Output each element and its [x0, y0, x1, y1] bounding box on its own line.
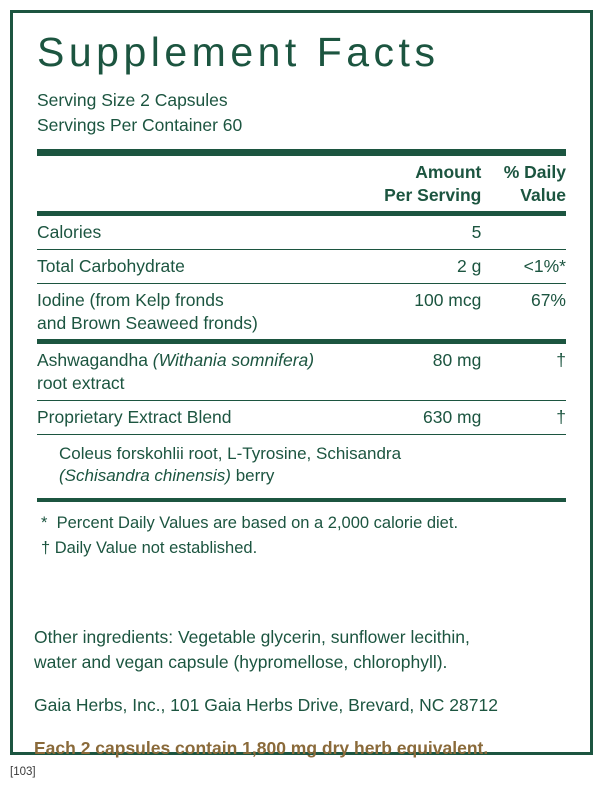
other-ingredients [34, 625, 574, 675]
row-amount: 80 mg [344, 342, 482, 401]
row-name [37, 283, 344, 342]
table-header-row [37, 156, 566, 214]
row-daily-value: † [481, 342, 566, 401]
blend-detail-line1: Coleus forskohlii root, L-Tyrosine, Schisandra [59, 443, 402, 463]
nutrition-table [37, 156, 566, 434]
page-title: Supplement Facts [37, 29, 440, 75]
table-row [37, 342, 566, 401]
row-daily-value: <1%* [481, 250, 566, 284]
dry-herb-equivalent-note: Each 2 capsules contain 1,800 mg dry herb equivalent. [34, 737, 489, 758]
blend-ingredient-detail [37, 435, 566, 499]
header-dv-line2: Value [520, 184, 566, 205]
other-ingredients-line1: Other ingredients: Vegetable glycerin, sunflower lecithin, [34, 627, 470, 647]
table-row [37, 250, 566, 284]
row-name [37, 214, 344, 250]
row-amount: 630 mg [344, 400, 482, 433]
row-name [37, 400, 344, 433]
row-name-secondline: and Brown Seaweed fronds) [37, 312, 258, 333]
header-blank [37, 156, 344, 214]
blend-detail-latin: (Schisandra chinensis) [59, 466, 231, 486]
company-address: Gaia Herbs, Inc., 101 Gaia Herbs Drive, Brevard, NC 28712 [34, 694, 498, 715]
row-name-text: Calories [37, 222, 102, 243]
row-daily-value: 67% [481, 283, 566, 342]
table-row [37, 283, 566, 342]
row-name-text: Ashwagandha [37, 350, 153, 371]
row-name-text: Proprietary Extract Blend [37, 406, 232, 427]
row-name-text: Iodine (from Kelp fronds [37, 289, 224, 310]
servings-per-container: Servings Per Container 60 [37, 115, 243, 136]
row-amount: 2 g [344, 250, 482, 284]
row-daily-value: † [481, 400, 566, 433]
header-dv-line1: % Daily [503, 161, 566, 182]
serving-size: Serving Size 2 Capsules [37, 90, 228, 111]
other-ingredients-line2: water and vegan capsule (hypromellose, chlorophyll). [34, 651, 448, 672]
row-amount: 100 mcg [344, 283, 482, 342]
row-name-latin: (Withania somnifera) [152, 350, 315, 371]
footnotes [37, 502, 566, 561]
row-name [37, 342, 344, 401]
footnote-percent-daily-value: * Percent Daily Values are based on a 2,000 calorie diet. [41, 514, 459, 533]
header-daily-value [481, 156, 566, 214]
row-name-text: Total Carbohydrate [37, 256, 185, 277]
divider-thick-top [37, 149, 566, 156]
table-row [37, 400, 566, 433]
blend-detail-tail: berry [230, 466, 275, 486]
table-row [37, 214, 566, 250]
header-amount [344, 156, 482, 214]
row-name-secondline: root extract [37, 373, 125, 394]
bottom-text-block [34, 625, 574, 760]
header-amount-line1: Amount [415, 161, 482, 182]
footnote-daily-value-not-established: † Daily Value not established. [41, 539, 258, 558]
row-amount: 5 [344, 214, 482, 250]
label-code: [103] [10, 766, 36, 778]
header-amount-line2: Per Serving [384, 184, 482, 205]
row-name [37, 250, 344, 284]
row-daily-value [481, 214, 566, 250]
